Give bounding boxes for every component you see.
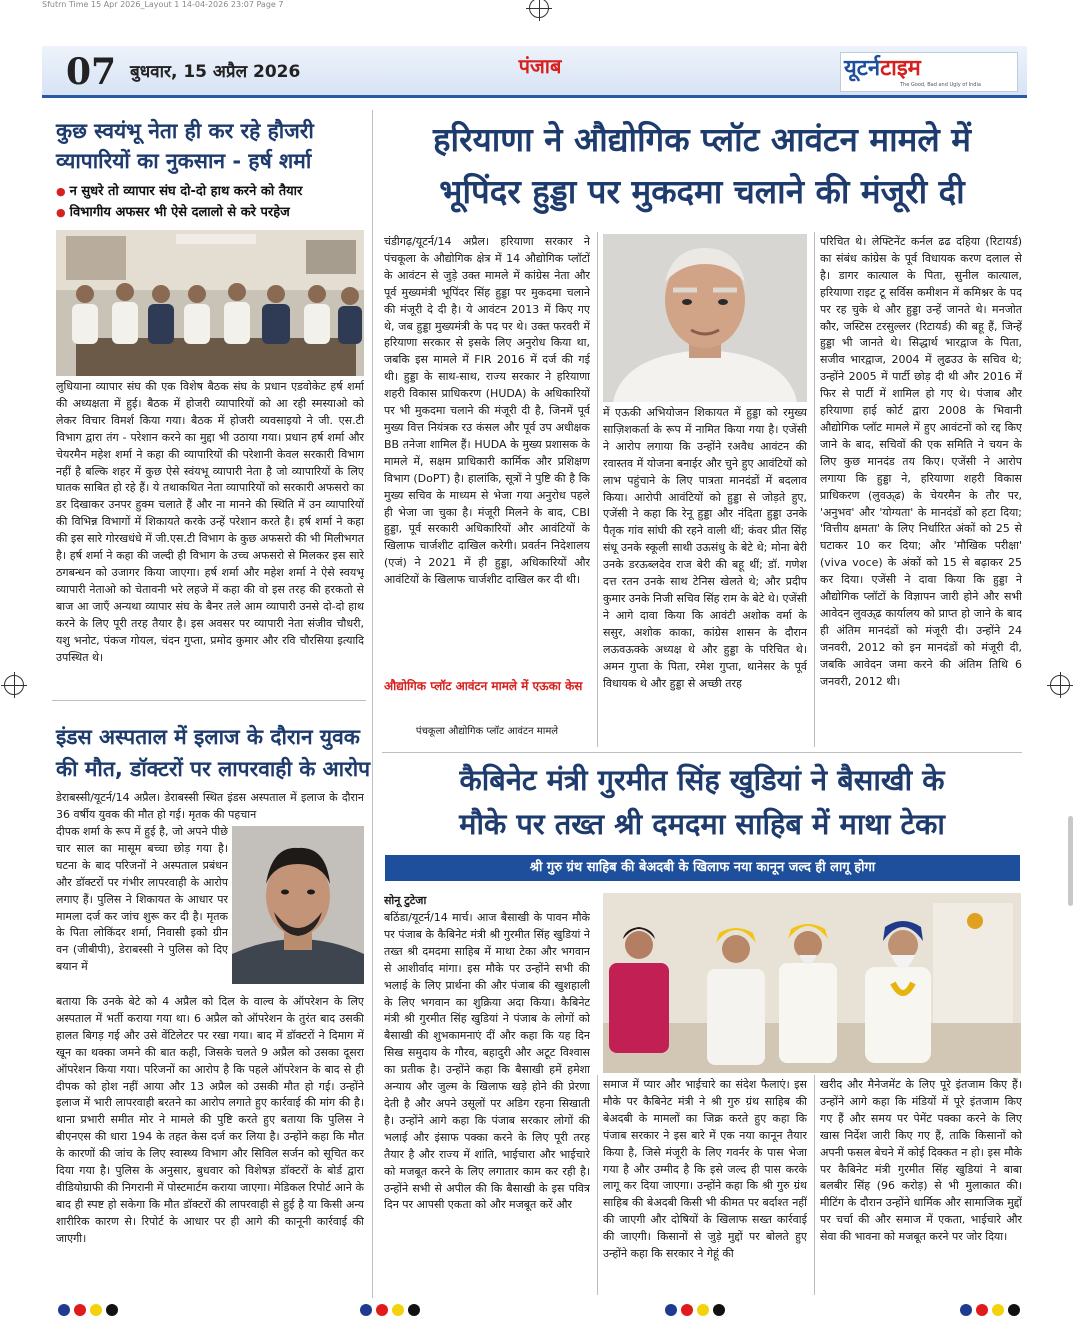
story1-meeting-photo — [56, 230, 364, 376]
footer-dots-1 — [58, 1304, 130, 1316]
story4-headline-line2: मौके पर तख्त श्री दमदमा साहिब में माथा टेका — [459, 807, 945, 841]
footer-dots-2 — [360, 1304, 432, 1316]
print-slug: Sfutrn Time 15 Apr 2026_Layout 1 14-04-2026 23:07 Page 7 — [42, 0, 284, 9]
registration-mark-right — [1050, 675, 1070, 695]
story2-headline-line1: हरियाणा ने औद्योगिक प्लॉट आवंटन मामले में — [433, 120, 971, 159]
story2-col1-body: चंडीगढ़/यूटर्न/14 अप्रैल। हरियाणा सरकार ने पंचकूला के औद्योगिक क्षेत्र में 14 औद्योगिक प्लॉटों के आवंटन से जुड़े उक्त मामले में कांग्रेस नेता और पूर्व मुख्यमंत्री भूपिंदर सिंह हुड्डा पर मुकदमा चलाने की मंजूरी दे दी है। ये आवंटन 2013 में किए गए थे, जब हुड्डा मुख्यमंत्री के पद पर थे। उक्त फरवरी में हरियाणा सरकार से इसके लिए अनुरोध किया था, जबकि इस मामले में FIR 2016 में दर्ज की गई थी। हुड्डा के साथ-साथ, राज्य सरकार ने हरियाणा शहरी विकास प्राधिकरण (HUDA) के अधिकारियों पर भी मुकदमा चलाने की मंजूरी दी है, जिनमें पूर्व मुख्य वित्त नियंत्रक रउ कंसल और पूर्व उप अधीक्षक BB तनेजा शामिल हैं। HUDA के मुख्य प्रशासक के मामले में, सक्षम प्राधिकारी कार्मिक और प्रशिक्षण विभाग (DoPT) है। हालांकि, सूत्रों ने पुष्टि की है कि मुख्य सचिव के माध्यम से भेजा गया अनुरोध पहले ही भेजा जा चुका है। मंजूरी मिलने के बाद, CBI हुड्डा, पूर्व सरकारी अधिकारियों और आवंटियों के खिलाफ चार्जशीट दाखिल करेगी। प्रवर्तन निदेशालय (एजं) ने 2021 में ही हुड्डा, अधिकारियों और आवंटियों के खिलाफ चार्जशीट दाखिल कर दी थी। — [384, 235, 590, 587]
story2-col2-body: में एऊकी अभियोजन शिकायत में हुड्डा को रमुख्य साज़िशकर्ता के रूप में नामित किया गया है। एजेंसी ने आरोप लगाया कि उन्होंने रअवैध आवंटन की रवास्तव में योजना बनाईर और चुने हुए आवंटियों को लाभ पहुंचाने के लिए पात्रता मानदंडों में बदलाव किया। आरोपी आवंटियों को हुड्डा से जोड़ते हुए, एजेंसी ने कहा कि रेनू हुड्डा और नंदिता हुड्डा उनके पैतृक गांव सांघी की रहने वाली थीं; कंवर प्रीत सिंह संधू उनके स्कूली साथी उऊसंधु के बेटे थे; मोना बेरी उनके डरऊब्लदेव राज बेरी की बहू थीं; डॉ. गणेश दत्त रतन उनके साथ टेनिस खेलते थे; और प्रदीप कुमार उनके निजी सचिव सिंह राम के बेटे थे। एजेंसी ने आगे दावा किया कि आवंटी अशोक वर्मा के ससुर, अशोक काका, कांग्रेस शासन के दौरान लऊवऊक्के अध्यक्ष थे और हुड्डा के परिचित थे। अमन गुप्ता के पिता, रमेश गुप्ता, थानेसर के पूर्व विधायक थे और हुड्डा से अच्छी तरह — [603, 406, 807, 690]
logo-text-b: टाइम — [880, 56, 921, 81]
story1-headline-line1: कुछ स्वयंभू नेता ही कर रहे हौजरी — [56, 119, 314, 143]
registration-mark-left — [4, 675, 24, 695]
column-rule-story2-b — [814, 232, 815, 747]
story2-photo-caption: पंचकूला औद्योगिक प्लॉट आवंटन मामले — [415, 726, 559, 737]
story4-highlight-banner: श्री गुरु ग्रंथ साहिब की बेअदबी के खिलाफ नया कानून जल्द ही लागू होगा — [385, 855, 1020, 881]
story1-bullet-2: ● विभागीय अफसर भी ऐसे दलालो से करे परहेज — [56, 203, 290, 223]
story4-byline: सोनू टुटेजा — [384, 894, 427, 907]
page-number: 07 — [66, 51, 117, 93]
story2-subhead: औद्योगिक प्लॉट आवंटन मामले में एऊका केस — [384, 679, 583, 693]
column-rule-main — [372, 110, 373, 1298]
registration-mark-top — [529, 0, 549, 18]
logo-text-a: यूटर्न — [844, 56, 881, 81]
footer-dots-3 — [665, 1304, 737, 1316]
story3-body-bottom: बताया कि उनके बेटे को 4 अप्रैल को दिल के वाल्व के ऑपरेशन के लिए अस्पताल में भर्ती कराया गया था। 6 अप्रैल को ऑपरेशन के तुरंत बाद उसकी हालत बिगड़ गई और उसे वेंटिलेटर पर रखा गया। बाद में डॉक्टरों ने दिमाग में खून का थक्का जमने की बात कही, जिसके चलते 9 अप्रैल को उसका दूसरा ऑपरेशन किया गया। परिजनों का आरोप है कि पहले ऑपरेशन के बाद से ही दीपक को होश नहीं आया और 13 अप्रैल को उसकी मौत हो गई। उन्होंने इलाज में भारी लापरवाही बरतने का आरोप लगाते हुए कार्रवाई की मांग की है। थाना प्रभारी समीत मोर ने मामले की पुष्टि करते हुए बताया कि पुलिस ने बीएनएस की धारा 194 के तहत केस दर्ज कर लिया है। उन्होंने कहा कि मौत के कारणों की जांच के लिए स्वास्थ्य विभाग और सिविल सर्जन को सूचित कर दिया गया है। पुलिस के अनुसार, बुधवार को विशेषज्ञ डॉक्टरों के बोर्ड द्वारा वीडियोग्राफी की निगरानी में पोस्टमार्टम कराया जाएगा। मेडिकल रिपोर्ट आने के बाद ही स्पष्ट हो सकेगा कि मौत डॉक्टरों की लापरवाही से हुई है या किसी अन्य शारीरिक कारण से। रिपोर्ट के आधार पर ही आगे की कानूनी कार्रवाई की जाएगी। — [56, 995, 364, 1245]
viewer-scrollbar[interactable] — [1068, 816, 1073, 906]
story-divider-left — [52, 700, 366, 701]
story4-col3-body: खरीद और मैनेजमेंट के लिए पूरे इंतजाम किए हैं। उन्होंने आगे कहा कि मंडियों में पूरे इंतजाम किए गए हैं और समय पर पेमेंट पक्का करने के लिए खास निर्देश जारी किए गए हैं, ताकि किसानों को अपनी फसल बेचने में कोई दिक्कत न हो। इस मौके पर कैबिनेट मंत्री गुरमीत सिंह खुडियां ने बाबा बलबीर सिंह (96 करोड़) से भी मुलाकात की। मीटिंग के दौरान उन्होंने धार्मिक और सामाजिक मुद्दों पर चर्चा की और समाज में एकता, भाईचारे और सेवा की भावना को मजबूत करने पर जोर दिया। — [820, 1078, 1022, 1244]
column-rule-story4-a — [597, 1075, 598, 1295]
story4-headline-line1: कैबिनेट मंत्री गुरमीत सिंह खुडियां ने बैसाखी के — [459, 763, 945, 797]
story4-gurdwara-photo — [603, 893, 1021, 1073]
column-rule-story2-a — [597, 232, 598, 747]
story2-headline-line2: भूपिंदर हुड्डा पर मुकदमा चलाने की मंजूरी दी — [439, 172, 965, 211]
story3-headline-line1: इंडस अस्पताल में इलाज के दौरान युवक — [56, 725, 360, 749]
footer-dots-4 — [960, 1304, 1032, 1316]
story-divider-right — [382, 752, 1022, 753]
story3-body-top: डेराबस्सी/यूटर्न/14 अप्रैल। डेराबस्सी स्थित इंडस अस्पताल में इलाज के दौरान 36 वर्षीय युवक की मौत हो गई। मृतक की पहचान — [56, 791, 364, 821]
story3-body-left: दीपक शर्मा के रूप में हुई है, जो अपने पीछे चार साल का मासूम बच्चा छोड़ गया है। घटना के बाद परिजनों ने अस्पताल प्रबंधन और डॉक्टरों पर गंभीर लापरवाही के आरोप लगाए हैं। पुलिस ने शिकायत के आधार पर मामला दर्ज कर जांच शुरू कर दी है। मृतक के पिता लोकिंदर शर्मा, निवासी इको ग्रीन वन (जीबीपी), डेराबस्सी ने पुलिस को दिए बयान में — [56, 825, 228, 974]
story4-col2-body: समाज में प्यार और भाईचारे का संदेश फैलाएं। इस मौके पर कैबिनेट मंत्री ने श्री गुरु ग्रंथ साहिब की बेअदबी के मामलों का जिक्र करते हुए कहा कि पंजाब सरकार ने इस बारे में एक नया कानून तैयार किया है, जिसे मंजूरी के लिए गवर्नर के पास भेजा गया है और उम्मीद है कि इसे जल्द ही पास करके लागू कर दिया जाएगा। उन्होंने कहा कि श्री गुरु ग्रंथ साहिब की बेअदबी किसी भी कीमत पर बर्दाश्त नहीं की जाएगी और दोषियों के खिलाफ सख्त कार्रवाई की जाएगी। किसानों से जुड़े मुद्दों पर बोलते हुए उन्होंने कहा कि सरकार ने गेहूं की — [603, 1078, 807, 1261]
logo-tagline: The Good, Bad and Ugly of India — [900, 82, 981, 88]
story4-col1-body: बठिंडा/यूटर्न/14 मार्च। आज बैसाखी के पावन मौके पर पंजाब के कैबिनेट मंत्री श्री गुरमीत सिंह खुडियां ने तख्त श्री दमदमा साहिब में माथा टेका और भगवान से आशीर्वाद मांगा। इस मौके पर उन्होंने सभी की भलाई के लिए प्रार्थना की और पंजाब की खुशहाली के लिए भगवान का शुक्रिया अदा किया। कैबिनेट मंत्री श्री गुरमीत सिंह खुडियां ने पंजाब के लोगों को बैसाखी की शुभकामनाएं दीं और कहा कि यह दिन सिख समुदाय के गौरव, बहादुरी और अटूट विश्वास का प्रतीक है। उन्होंने कहा कि बैसाखी हमें हमेशा अन्याय और जुल्म के खिलाफ खड़े होने की प्रेरणा देती है और अपने उसूलों पर अडिग रहना सिखाती है। उन्होंने आगे कहा कि पंजाब सरकार लोगों की भलाई और इंसाफ पक्का करने के लिए पूरी तरह तैयार है और राज्य में शांति, भाईचारा और भाईचारे को मजबूत करने के लिए लगातार काम कर रही है। उन्होंने सभी से अपील की कि बैसाखी के इस पवित्र दिन पर आपसी एकता को और मजबूत करें और — [384, 911, 590, 1212]
section-label: पंजाब — [518, 54, 562, 78]
column-rule-story4-b — [814, 1075, 815, 1295]
story2-col3-body: परिचित थे। लेफ्टिनेंट कर्नल ढढ दहिया (रिटायर्ड) का संबंध कांग्रेस के पूर्व विधायक करण दलाल से है। डागर कात्याल के पिता, सुनील कात्याल, हरियाणा राइट टू सर्विस कमीशन में कमिश्नर के पद पर रह चुके थे और हुड्डा उन्हें जानते थे। मनजोत कौर, जस्टिस टरसुल्लर (रिटायर्ड) की बहू हैं, जिन्हें हुड्डा भी जानते थे। सिद्धार्थ भारद्वाज के पिता, सजीव भारद्वाज, 2004 में लुढउउ के सचिव थे; उन्होंने 2005 में पार्टी छोड़ दी थी और 2016 में फिर से पार्टी में शामिल हो गए थे। पंजाब और हरियाणा हाई कोर्ट द्वारा 2008 के भिवानी औद्योगिक प्लॉट मामले में हुए आवंटनों को रद्द किए जाने के बाद, सचिवों की एक समिति ने चयन के लिए कुछ मानदंड तय किए। एजेंसी ने आरोप लगाया कि हुड्डा ने, हरियाणा शहरी विकास प्राधिकरण (लुवऊ्ढ) के चेयरमैन के तौर पर, 'अनुभव' और 'योग्यता' के मानदंडों को हटा दिया; 'वित्तीय क्षमता' के लिए निर्धारित अंकों को 25 से घटाकर 10 कर दिया; और 'मौखिक परीक्षा' (viva voce) के अंकों को 15 से बढ़ाकर 25 कर दिया। एजेंसी ने दावा किया कि हुड्डा ने औद्योगिक प्लॉटों के विज्ञापन जारी होने और सभी आवेदन लुवऊ्ढ कार्यालय को प्राप्त हो जाने के बाद ही अंतिम मानदंडों को मंजूरी दी। उन्होंने 24 जनवरी, 2012 को इन मानदंडों को मंजूरी दी, जबकि आवेदन जमा करने की अंतिम तिथि 6 जनवरी, 2012 थी। — [820, 235, 1022, 688]
story1-body: लुधियाना व्यापार संघ की एक विशेष बैठक संघ के प्रधान एडवोकेट हर्ष शर्मा की अध्यक्षता में हुई। बैठक में होजरी व्यापारियों को आ रही स्मस्याओ को लेकर विचार विमर्श किया गया। बैठक में होजरी व्यवसाइयो ने जी. एस.टी विभाग द्वारा तंग - परेशान करने का मुद्दा भी उठाया गया। प्रधान हर्ष शर्मा और चेयरमैन महेश शर्मा ने कहा की व्यापारियों की परेशानी केवल सरकारी विभाग नहीं है बल्कि शहर में कुछ ऐसे स्वंयभू व्यापारी नेता है जो व्यापारियों के लिए घातक साबित हो रहे हैं। ये तथाकथित नेता व्यापारियों को सरकारी अफसरो का डर दिखाकर उनपर हुक्म चलाते हैं और ना मानने की स्थिति में उन व्यापारियों की विभिन्न विभागों में शिकायते करके उन्हें परेशान करते है। हर्ष शर्मा ने कहा की इस सारे गोरखधंधे में जी.एस.टी विभाग के कुछ अफसरो की भी मिलीभगत है। हर्ष शर्मा ने कहा की जल्दी ही विभाग के उच्च अफसरो से मिलकर इस सारे ठगबन्धन को उजागर किया जाएगा। हर्ष शर्मा और महेश शर्मा ने ऐसे स्वयभू व्यापारी नेताओ को चेतावनी भरे लहजे में कहा की वो इस तरह की हरकतो से बाज आ जाएँ अन्यथा व्यापार संघ के बैनर तले आम व्यापारी उनसे दो-दो हाथ करने के लिए पूरी तरह तैयार है। इस अवसर पर व्यापारी नेता संजीव चौधरी, यशु भनोट, पंकज गोयल, चंदन गुप्ता, प्रमोद कुमार और रवि चौरसिया इत्यादि उपस्थित थे। — [56, 380, 364, 664]
story3-headline-line2: की मौत, डॉक्टरों पर लापरवाही के आरोप — [56, 757, 371, 781]
logo-wordmark — [844, 52, 921, 82]
story3-victim-photo — [232, 826, 364, 984]
story1-headline-line2: व्यापारियों का नुकसान - हर्ष शर्मा — [56, 149, 312, 173]
page-date: बुधवार, 15 अप्रैल 2026 — [130, 62, 301, 82]
story1-bullet-1: ● न सुधरे तो व्यापार संघ दो-दो हाथ करने को तैयार — [56, 182, 302, 202]
story2-hooda-photo — [603, 234, 807, 402]
